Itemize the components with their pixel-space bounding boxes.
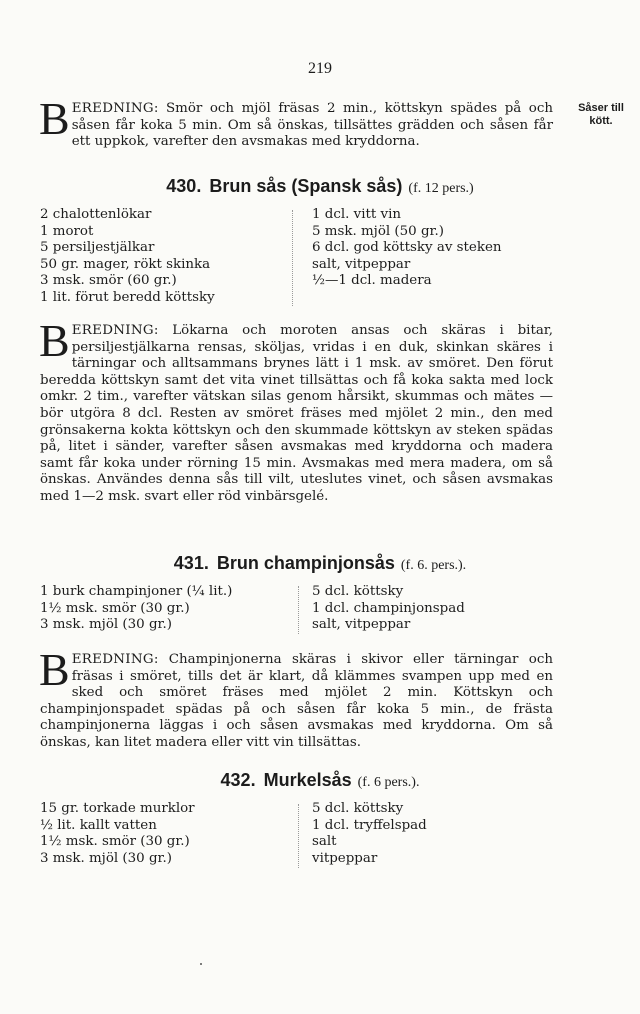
drop-cap: B bbox=[39, 93, 70, 144]
ingredient: 5 msk. mjöl (50 gr.) bbox=[312, 223, 444, 239]
ingredient: salt bbox=[312, 834, 337, 850]
recipe-heading-432 bbox=[40, 770, 600, 791]
ingredient: 5 dcl. köttsky bbox=[312, 584, 404, 599]
ingredient: 1 lit. förut beredd köttsky bbox=[40, 289, 215, 305]
ingredient: vitpeppar bbox=[312, 850, 378, 866]
recipe-title: Murkelsås bbox=[263, 770, 352, 790]
ingredient: 3 msk. mjöl (30 gr.) bbox=[40, 617, 172, 633]
recipe-servings: (f. 6. pers.). bbox=[400, 558, 467, 573]
ingredient: salt, vitpeppar bbox=[312, 617, 411, 633]
drop-cap: B bbox=[39, 644, 70, 695]
ingredient: 1½ msk. smör (30 gr.) bbox=[40, 600, 190, 616]
ingredient: 1½ msk. smör (30 gr.) bbox=[40, 834, 190, 850]
recipe-number: 431. bbox=[173, 553, 209, 573]
intro-paragraph bbox=[39, 93, 553, 151]
recipe-servings: (f. 12 pers.) bbox=[408, 181, 474, 196]
ingredient: 6 dcl. god köttsky av steken bbox=[312, 240, 502, 256]
ingredient: ½ lit. kallt vatten bbox=[40, 817, 157, 833]
ingredients-right-432 bbox=[312, 801, 427, 867]
recipe-title: Brun sås (Spansk sås) bbox=[209, 176, 403, 196]
drop-cap: B bbox=[39, 315, 70, 366]
ingredient: 1 morot bbox=[40, 223, 94, 239]
ingredient: ½—1 dcl. madera bbox=[312, 273, 432, 289]
recipe-heading-431 bbox=[40, 553, 600, 574]
recipe-number: 430. bbox=[166, 176, 202, 196]
recipe-title: Brun champinjonsås bbox=[216, 553, 395, 573]
ingredient: 5 persiljestjälkar bbox=[40, 240, 155, 256]
print-speck bbox=[200, 963, 202, 965]
ingredients-left-432 bbox=[40, 801, 195, 867]
ingredient: 5 dcl. köttsky bbox=[312, 801, 404, 816]
intro-text: : Smör och mjöl fräsas 2 min., köttskyn spädes på och såsen får koka 5 min. Om så önskas, tillsättes grädden och såsen får ett uppkok, varefter den avsmakas med kryddorna. bbox=[71, 101, 553, 150]
method-text: : Champinjonerna skäras i skivor eller tärningar och fräsas i smöret, tills det är klart, då klämmes svampen upp med en sked och smöret fräses med mjölet 2 min. Köttskyn och champinjonspadet spädas på och såsen får koka 5 min., de frästa champinjonerna läggas i och såsen avsmakas med kryddorna. Om så önskas, kan litet madera eller vitt vin tillsättas. bbox=[40, 652, 553, 750]
margin-note: Såser till kött. bbox=[578, 102, 624, 127]
ingredient: 2 chalottenlökar bbox=[40, 207, 152, 222]
method-paragraph-431 bbox=[39, 644, 553, 752]
method-lead-word: EREDNING bbox=[71, 652, 154, 667]
ingredient: 3 msk. smör (60 gr.) bbox=[40, 273, 177, 289]
page-number: 219 bbox=[308, 60, 332, 77]
intro-lead-word: EREDNING bbox=[71, 101, 154, 116]
recipe-heading-430 bbox=[40, 176, 600, 197]
ingredients-right-430 bbox=[312, 207, 502, 290]
ingredients-left-430 bbox=[40, 207, 215, 307]
ingredient: 50 gr. mager, rökt skinka bbox=[40, 256, 211, 272]
ingredients-left-431 bbox=[40, 584, 232, 634]
recipe-servings: (f. 6 pers.). bbox=[357, 775, 420, 790]
ingredient: 1 dcl. champinjonspad bbox=[312, 600, 465, 616]
method-lead-word: EREDNING bbox=[71, 323, 154, 338]
column-divider bbox=[298, 804, 299, 868]
ingredient: 3 msk. mjöl (30 gr.) bbox=[40, 850, 172, 866]
method-text: : Lökarna och moroten ansas och skäras i bitar, persiljestjälkarna rensas, sköljas, vridas i en duk, skinkan skäres i tärningar och alltsammans brynes lätt i 1 msk. av smöret. Den förut beredda köttskyn samt det vita vinet tillsättas och få koka sakta med lock omkr. 2 tim., varefter vätskan silas genom hårsikt, skummas och mätes — bör utgöra 8 dcl. Resten av smöret fräses med mjölet 2 min., den med grönsakerna kokta köttskyn och den skummade köttskyn av steken spädas på, litet i sänder, varefter såsen avsmakas med kryddorna och madera samt får koka under rörning 15 min. Avsmakas med mera madera, om så önskas. Användes denna sås till vilt, uteslutes vinet, och såsen avsmakas med 1—2 msk. svart eller röd vinbärsgelé. bbox=[40, 323, 553, 504]
ingredient: 1 dcl. vitt vin bbox=[312, 207, 401, 222]
recipe-number: 432. bbox=[220, 770, 256, 790]
ingredient: salt, vitpeppar bbox=[312, 256, 411, 272]
ingredient: 1 dcl. tryffelspad bbox=[312, 817, 427, 833]
ingredients-right-431 bbox=[312, 584, 465, 634]
method-paragraph-430 bbox=[39, 315, 553, 506]
column-divider bbox=[292, 210, 293, 306]
ingredient: 1 burk champinjoner (¼ lit.) bbox=[40, 584, 233, 599]
column-divider bbox=[298, 586, 299, 634]
ingredient: 15 gr. torkade murklor bbox=[40, 801, 195, 816]
